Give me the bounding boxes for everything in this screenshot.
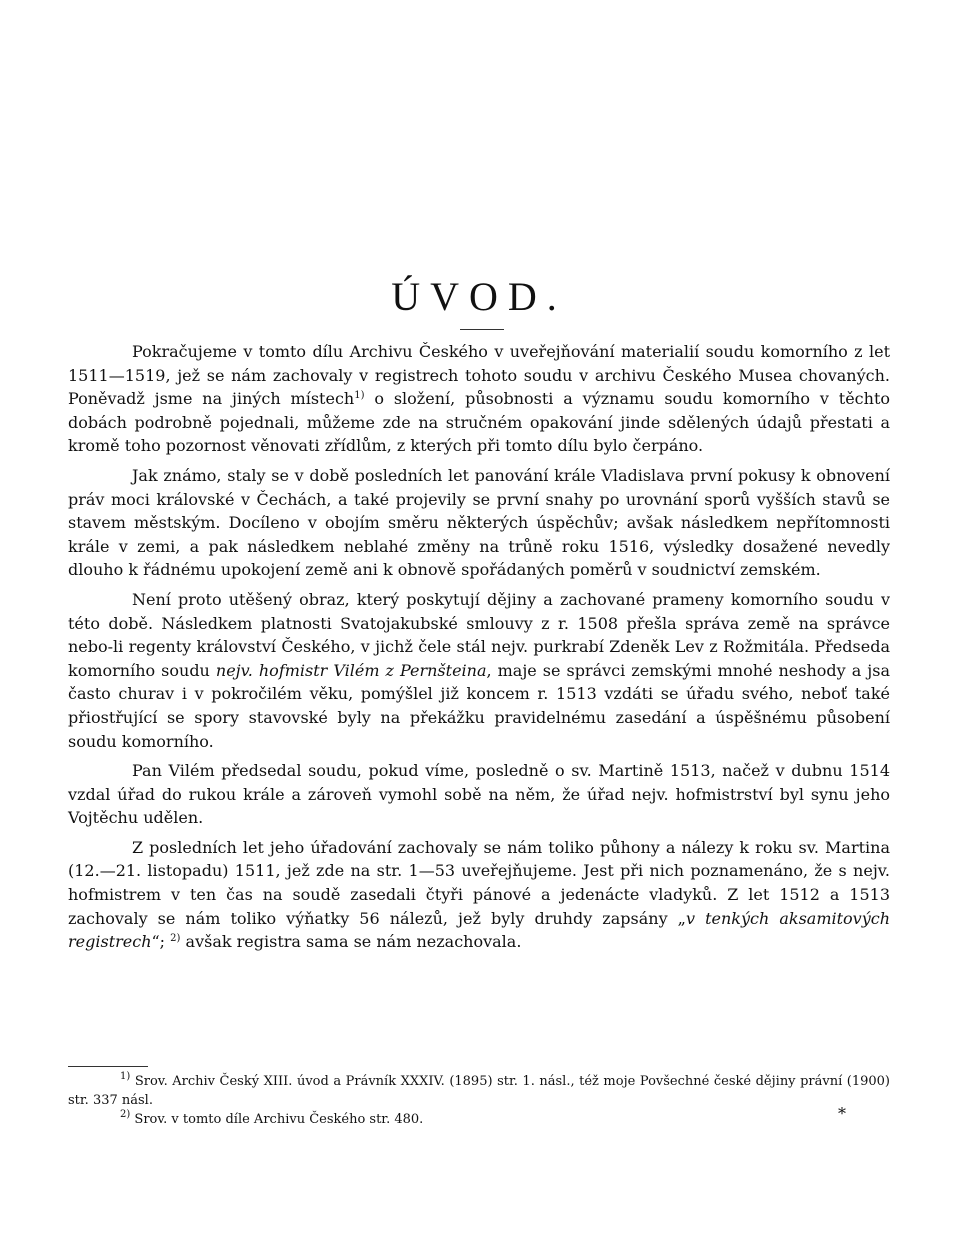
paragraph-3: [68, 588, 890, 753]
main-text: [68, 340, 890, 960]
footnote-2-num: 2): [120, 1109, 131, 1120]
paragraph-2: Jak známo, staly se v době posledních let panování krále Vladislava první pokusy k obnovení práv moci královské v Čechách, a také projevily se první snahy po urovnání sporů vyšších stavů se stavem městským. Docíleno v obojím směru některých úspěchův; avšak následkem nepřítomnosti krále v zemi, a pak následkem neblahé změny na trůně roku 1516, výsledky dosažené nevedly dlouho k řádnému upokojení země ani k obnově spořádaných poměrů v soudnictví zemském.: [68, 465, 890, 580]
footnote-divider: [68, 1066, 148, 1067]
footnote-2: [68, 1110, 890, 1129]
footnote-ref-1: 1): [354, 390, 365, 402]
paragraph-3-italic: nejv. hofmistr Vilém z Pernšteina: [215, 660, 487, 680]
paragraph-1-text: Pokračujeme v tomto dílu Archivu Českého v uveřejňování materialií soudu komorního z let 1511—1519, jež se nám zachovaly v registrech tohoto soudu v archivu Českého Musea chovaných. Poněvadž jsme na jiných místech: [68, 342, 890, 409]
paragraph-5: [68, 836, 890, 954]
footnote-ref-1-num: 1: [354, 390, 361, 402]
paragraph-1: [68, 340, 890, 458]
paragraph-3-text-a: Není proto utěšený obraz, který poskytují dějiny a zachované prameny komorního soudu v této době. Následkem platnosti Svatojakubské smlouvy z r. 1508 přešla správa země na správce nebo-li regenty království Českého, v jichž čele stál nejv. purkrabí Zdeněk Lev z Rožmitála. Předseda komorního soudu: [68, 589, 890, 680]
footnote-1-text: Srov. Archiv Český XIII. úvod a Právník XXXIV. (1895) str. 1. násl., též moje Povšechné české dějiny právní (1900) str. 337 násl.: [68, 1074, 890, 1108]
title-divider: [460, 329, 504, 330]
footnote-1: [68, 1072, 890, 1110]
footnote-ref-2: 2): [170, 933, 181, 945]
paragraph-4: Pan Vilém předsedal soudu, pokud víme, posledně o sv. Martině 1513, načež v dubnu 1514 vzdal úřad do rukou krále a zároveň vymohl sobě na něm, že úřad nejv. hofmistrství byl synu jeho Vojtěchu udělen.: [68, 761, 890, 828]
paragraph-5-text-c: avšak registra sama se nám nezachovala.: [185, 932, 522, 952]
document-page: [68, 0, 890, 1255]
footnote-2-text: Srov. v tomto díle Archivu Českého str. 480.: [134, 1112, 424, 1127]
footnote-1-num-text: 1: [120, 1071, 127, 1082]
signature-mark: *: [838, 1104, 846, 1123]
footnotes: [68, 1072, 890, 1129]
paragraph-5-text-b: “;: [151, 932, 166, 952]
page-title: ÚVOD.: [391, 274, 567, 319]
paragraph-5-text-a: Z posledních let jeho úřadování zachovaly se nám toliko půhony a nálezy k roku sv. Martina (12.—21. listopadu) 1511, jež zde na str. 1—53 uveřejňujeme. Jest při nich poznamenáno, že s nejv. hofmistrem v ten čas na soudě zasedali čtyři pánové a jedenácte vladyků. Z let 1512 a 1513 zachovaly se nám toliko výňatky 56 nálezů, jež byly druhdy zapsány „: [68, 837, 890, 928]
paragraph-3-text-b: , maje se správci zemskými mnohé neshody a jsa často churav i v pokročilém věku, pomýšlel již koncem r. 1513 vzdáti se úřadu svého, neboť také přiostřující se spory stavovské byly na překážku pravidelnému zasedání a úspěšnému působení soudu komorního.: [68, 660, 890, 751]
paragraph-5-italic: v tenkých aksamitových registrech: [68, 908, 891, 952]
footnote-2-num-text: 2: [120, 1109, 127, 1120]
footnote-1-num: 1): [120, 1071, 131, 1082]
footnote-ref-2-num: 2: [170, 933, 177, 945]
paragraph-1-rest: o složení, působnosti a významu soudu komorního v těchto dobách podrobně pojednali, můžeme zde na stručném opakování jinde sdělených údajů přestati a kromě toho pozornost věnovati zřídlům, z kterých při tomto dílu bylo čerpáno.: [68, 389, 891, 456]
